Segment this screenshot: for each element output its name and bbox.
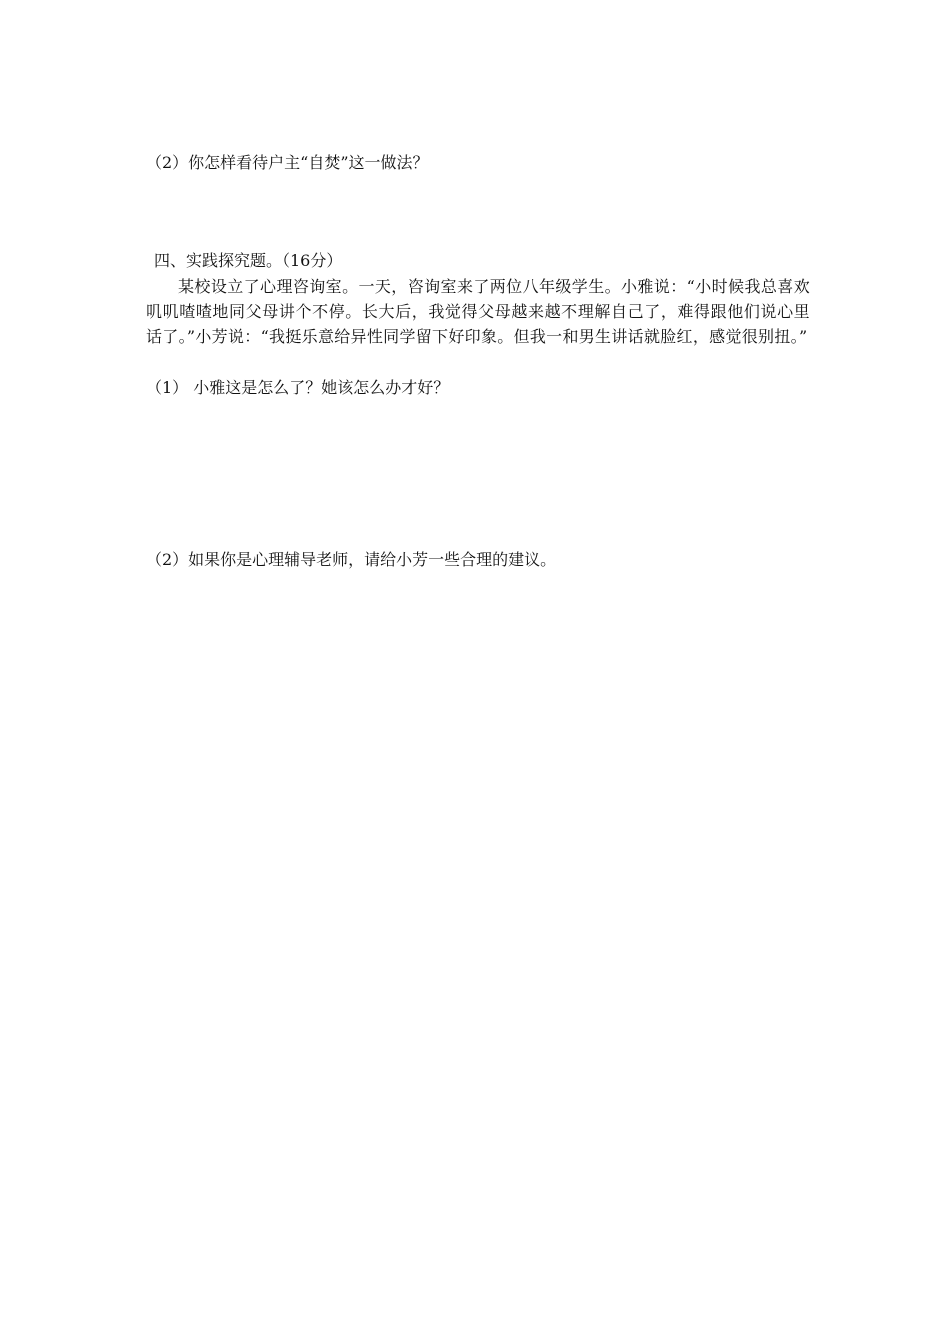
section-4-passage: 某校设立了心理咨询室。一天，咨询室来了两位八年级学生。小雅说：“小时候我总喜欢叽叽喳喳地同父母讲个不停。长大后，我觉得父母越来越不理解自己了，难得跟他们说心里话了。”小芳说：“我挺乐意给异性同学留下好印象。但我一和男生讲话就脸红，感觉很别扭。” bbox=[146, 277, 810, 346]
section-4-question-1: （1） 小雅这是怎么了？她该怎么办才好？ bbox=[146, 378, 450, 397]
section-4-heading: 四、实践探究题。（16分） bbox=[154, 251, 343, 270]
section-4-question-2: （2）如果你是心理辅导老师，请给小芳一些合理的建议。 bbox=[146, 550, 557, 569]
question-2-prev: （2）你怎样看待户主“自焚”这一做法？ bbox=[146, 153, 429, 172]
